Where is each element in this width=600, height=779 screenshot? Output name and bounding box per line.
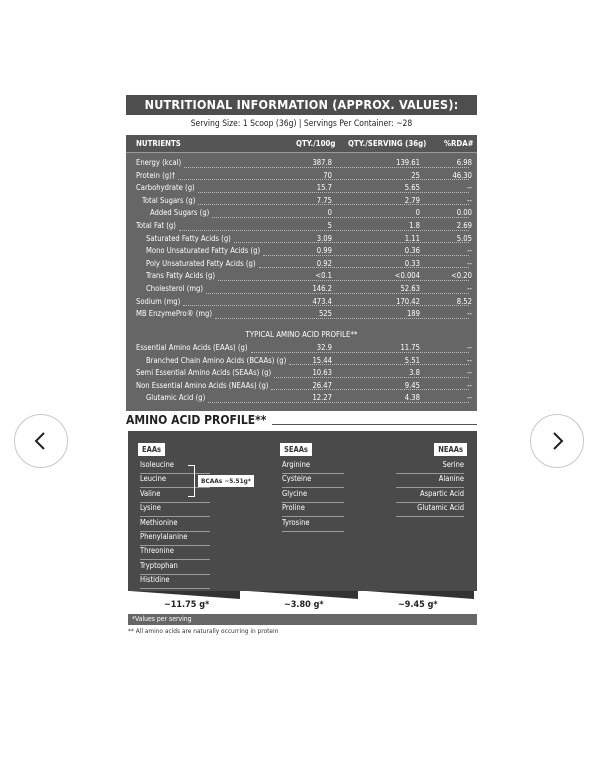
neaas-label: NEAAs — [434, 443, 467, 456]
value-rda: -- — [467, 183, 472, 193]
value-per-serving: 1.8 — [409, 221, 420, 230]
value-per100: 12.27 — [312, 393, 332, 403]
leader-dots — [179, 230, 469, 231]
value-per-serving: 11.75 — [400, 343, 420, 352]
eaas-item: Leucine — [140, 473, 210, 488]
neaas-total-marker — [366, 591, 474, 599]
leader-dots — [274, 377, 469, 378]
nutrient-row — [126, 308, 477, 321]
leader-dots — [271, 389, 469, 390]
eaas-item: Isoleucine — [140, 459, 210, 474]
nutrient-name: Semi Essential Amino Acids (SEAAs) (g) — [136, 368, 272, 378]
eaas-total: ~11.75 g* — [164, 600, 210, 610]
value-rda: 8.52 — [456, 296, 472, 306]
value-per100: 5 — [327, 221, 332, 230]
eaas-item: Methionine — [140, 517, 210, 532]
value-rda: -- — [467, 343, 472, 352]
nutrition-title: NUTRITIONAL INFORMATION (APPROX. VALUES): — [126, 95, 477, 115]
value-per-serving: 189 — [406, 309, 420, 319]
leader-dots — [206, 293, 469, 294]
seaas-total-marker — [248, 591, 358, 599]
value-per100: 15.7 — [316, 183, 332, 193]
value-per100: 15.44 — [312, 355, 332, 365]
bcaas-badge: BCAAs ~5.51g* — [198, 475, 254, 487]
value-per100: 0.92 — [316, 258, 332, 268]
nutrition-table-header — [126, 135, 477, 153]
leader-dots — [263, 255, 469, 256]
amino-profile-panel — [128, 431, 477, 591]
leader-dots — [198, 192, 469, 193]
nutrient-row — [126, 245, 477, 258]
value-per-serving: <0.004 — [394, 271, 420, 281]
divider — [272, 424, 477, 425]
nutrient-name: Mono Unsaturated Fatty Acids (g) — [146, 246, 261, 256]
header-per-serving: QTY./SERVING (36g) — [348, 139, 427, 148]
value-rda: -- — [467, 246, 472, 256]
neaas-item: Glutamic Acid — [396, 502, 464, 517]
value-rda: -- — [467, 355, 472, 365]
leader-dots — [234, 242, 469, 243]
value-per-serving: 0.36 — [404, 246, 420, 256]
nutrient-row — [126, 207, 477, 220]
nutrient-row — [126, 258, 477, 271]
value-rda: -- — [467, 195, 472, 205]
leader-dots — [215, 318, 469, 319]
nutrient-row — [126, 157, 477, 170]
value-rda: -- — [467, 258, 472, 268]
nutrient-name: Total Fat (g) — [136, 221, 176, 230]
leader-dots — [218, 280, 469, 281]
eaas-total-marker — [130, 591, 240, 599]
value-per-serving: 0.33 — [404, 258, 420, 268]
value-per100: 26.47 — [312, 380, 332, 390]
totals-row — [128, 591, 477, 614]
value-rda: 6.98 — [456, 158, 472, 167]
value-rda: -- — [467, 368, 472, 378]
chevron-left-icon — [33, 431, 49, 451]
value-rda: 5.05 — [456, 233, 472, 243]
eaas-item: Histidine — [140, 574, 210, 589]
value-per100: 32.9 — [316, 343, 332, 352]
nutrient-name: Added Sugars (g) — [150, 208, 210, 218]
leader-dots — [198, 204, 469, 205]
header-per100: QTY./100g — [296, 139, 336, 148]
nutrient-name: Poly Unsaturated Fatty Acids (g) — [146, 258, 256, 268]
value-per100: 0.99 — [316, 246, 332, 256]
value-rda: -- — [467, 309, 472, 319]
nutrient-name: Protein (g)† — [136, 170, 176, 180]
value-per100: 3.09 — [316, 233, 332, 243]
value-per-serving: 25 — [411, 170, 420, 180]
value-per-serving: 5.65 — [404, 183, 420, 193]
value-per100: <0.1 — [315, 271, 332, 281]
leader-dots — [212, 217, 469, 218]
value-rda: -- — [467, 393, 472, 403]
value-per-serving: 2.79 — [404, 195, 420, 205]
value-per-serving: 170.42 — [396, 296, 420, 306]
amino-profile-title: AMINO ACID PROFILE** — [126, 413, 267, 427]
nutrient-name: Energy (kcal) — [136, 158, 182, 167]
nutrient-name: Non Essential Amino Acids (NEAAs) (g) — [136, 380, 269, 390]
typical-amino-title: TYPICAL AMINO ACID PROFILE** — [245, 330, 358, 339]
nutrient-row — [126, 342, 477, 355]
value-per100: 0 — [327, 208, 332, 218]
next-image-button[interactable] — [530, 414, 584, 468]
nutrient-row — [126, 392, 477, 405]
nutrient-row — [126, 170, 477, 183]
value-per-serving: 4.38 — [404, 393, 420, 403]
value-rda: -- — [467, 284, 472, 293]
seaas-item: Cysteine — [282, 473, 344, 488]
nutrient-name: Saturated Fatty Acids (g) — [146, 233, 231, 243]
values-per-serving-note: *Values per serving — [128, 614, 477, 625]
nutrient-name: Cholesterol (mg) — [146, 284, 204, 293]
nutrient-row — [126, 283, 477, 296]
header-nutrients: NUTRIENTS — [136, 139, 181, 148]
chevron-right-icon — [549, 431, 565, 451]
value-per100: 7.75 — [316, 195, 332, 205]
nutrient-row — [126, 355, 477, 368]
value-per-serving: 9.45 — [404, 380, 420, 390]
seaas-item: Proline — [282, 502, 344, 517]
nutrient-name: Glutamic Acid (g) — [146, 393, 206, 403]
seaas-item: Arginine — [282, 459, 344, 474]
nutrient-row — [126, 220, 477, 233]
leader-dots — [251, 352, 469, 353]
seaas-total: ~3.80 g* — [284, 600, 324, 610]
value-per100: 387.8 — [312, 158, 332, 167]
amino-footnote: ** All amino acids are naturally occurring in protein — [128, 627, 279, 635]
value-rda: -- — [467, 380, 472, 390]
value-per-serving: 52.63 — [400, 284, 420, 293]
value-per100: 473.4 — [312, 296, 332, 306]
value-per-serving: 1.11 — [404, 233, 420, 243]
value-per100: 70 — [323, 170, 332, 180]
nutrient-name: Total Sugars (g) — [142, 195, 196, 205]
nutrient-row — [126, 380, 477, 393]
value-rda: 0.00 — [456, 208, 472, 218]
value-per-serving: 0 — [415, 208, 420, 218]
nutrient-name: Branched Chain Amino Acids (BCAAs) (g) — [146, 355, 287, 365]
eaas-item: Threonine — [140, 545, 210, 560]
eaas-item: Tryptophan — [140, 560, 210, 575]
value-per-serving: 139.61 — [396, 158, 420, 167]
value-per-serving: 5.51 — [404, 355, 420, 365]
eaas-label: EAAs — [138, 443, 165, 456]
eaas-item: Valine — [140, 488, 210, 503]
serving-info: Serving Size: 1 Scoop (36g) | Servings Per Container: ~28 — [190, 119, 413, 129]
neaas-item: Alanine — [396, 473, 464, 488]
value-rda: 46.30 — [452, 170, 472, 180]
nutrient-row — [126, 233, 477, 246]
seaas-item: Tyrosine — [282, 517, 344, 532]
nutrient-row — [126, 367, 477, 380]
neaas-item: Serine — [396, 459, 464, 474]
nutrient-name: Sodium (mg) — [136, 296, 181, 306]
nutrient-row — [126, 270, 477, 283]
seaas-label: SEAAs — [280, 443, 312, 456]
nutrient-name: MB EnzymePro® (mg) — [136, 309, 213, 319]
leader-dots — [259, 267, 469, 268]
value-rda: 2.69 — [456, 221, 472, 230]
neaas-total: ~9.45 g* — [398, 600, 438, 610]
nutrient-name: Trans Fatty Acids (g) — [146, 271, 216, 281]
value-per100: 525 — [318, 309, 332, 319]
bcaa-bracket — [188, 465, 195, 497]
value-per100: 146.2 — [312, 284, 332, 293]
nutrient-name: Carbohydrate (g) — [136, 183, 195, 193]
nutrient-row — [126, 195, 477, 208]
nutrition-table — [126, 135, 477, 411]
prev-image-button[interactable] — [14, 414, 68, 468]
value-rda: <0.20 — [451, 271, 472, 281]
eaas-item: Phenylalanine — [140, 531, 210, 546]
header-rda: %RDA# — [444, 139, 474, 148]
value-per100: 10.63 — [312, 368, 332, 378]
eaas-item: Lysine — [140, 502, 210, 517]
leader-dots — [208, 402, 469, 403]
neaas-item: Aspartic Acid — [396, 488, 464, 503]
nutrient-name: Essential Amino Acids (EAAs) (g) — [136, 343, 248, 352]
value-per-serving: 3.8 — [409, 368, 420, 378]
nutrient-row — [126, 182, 477, 195]
seaas-item: Glycine — [282, 488, 344, 503]
nutrient-row — [126, 296, 477, 309]
nutrition-label-image — [126, 95, 477, 635]
